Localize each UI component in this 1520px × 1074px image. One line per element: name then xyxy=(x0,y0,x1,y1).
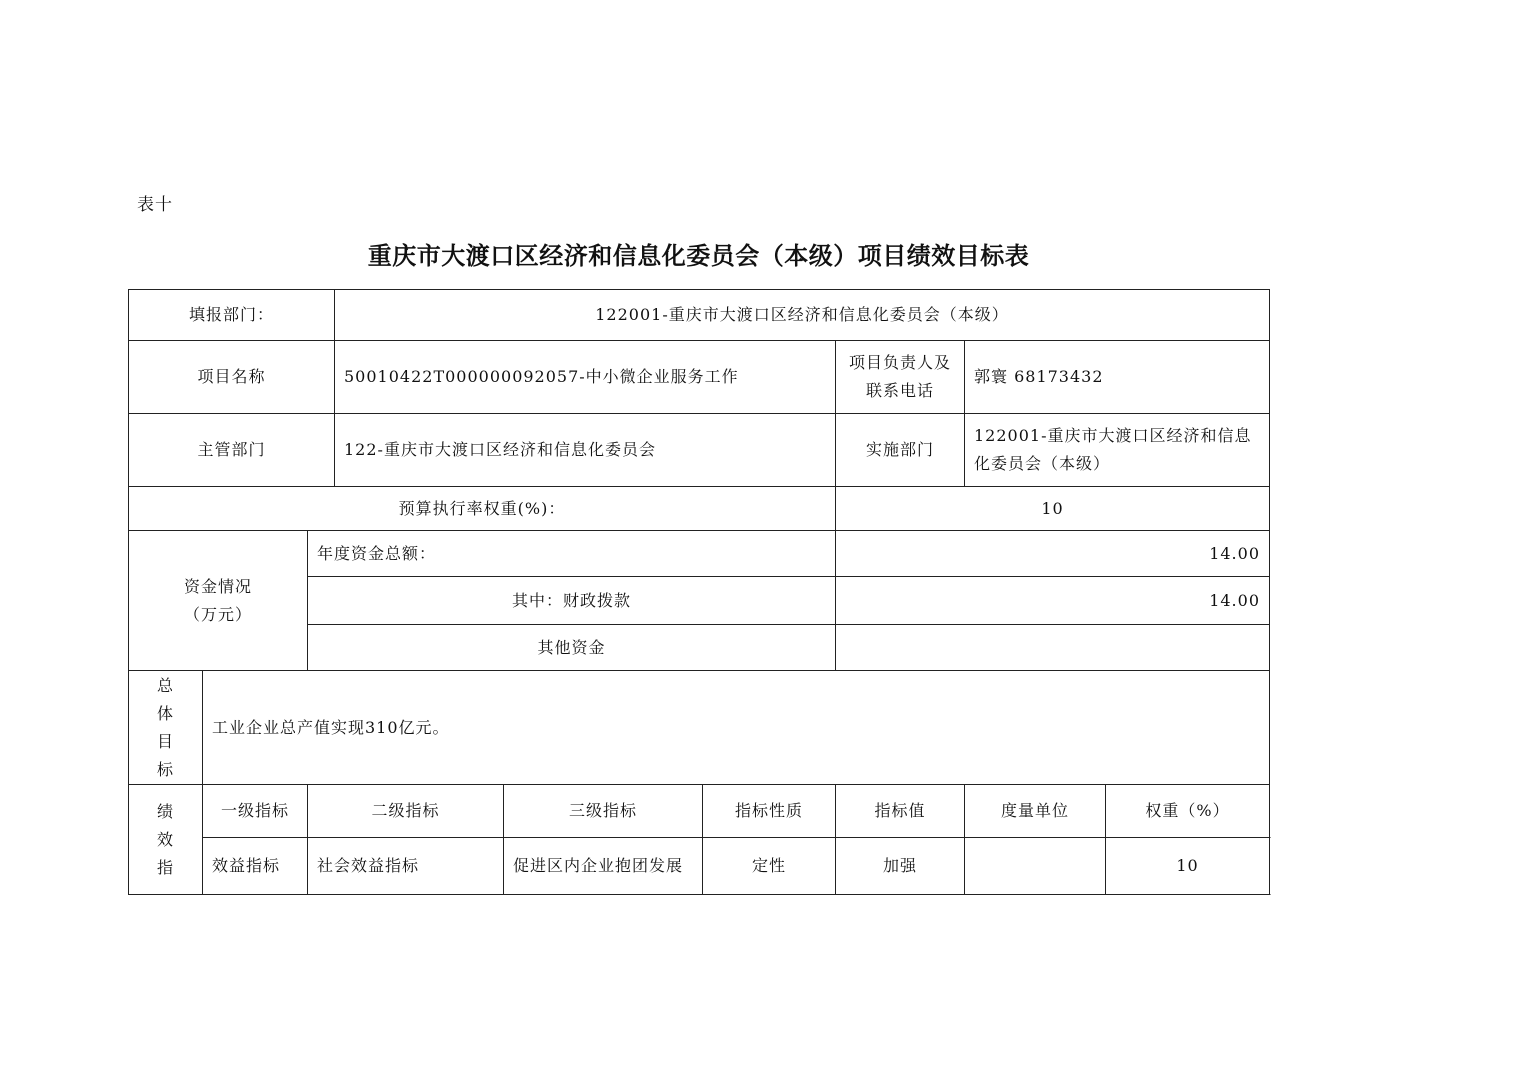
indicator-label-char: 绩 xyxy=(156,801,174,821)
overall-goal-label-char: 标 xyxy=(156,759,174,779)
indicator-level1: 效益指标 xyxy=(203,838,308,895)
header-level3: 三级指标 xyxy=(504,785,703,838)
funds-total-value: 14.00 xyxy=(836,531,1270,577)
header-value: 指标值 xyxy=(836,785,965,838)
table-row xyxy=(129,341,1270,414)
contact-label: 项目负责人及联系电话 xyxy=(836,341,965,414)
fill-dept-value: 122001-重庆市大渡口区经济和信息化委员会（本级） xyxy=(335,290,1270,341)
project-name-label: 项目名称 xyxy=(129,341,335,414)
header-weight: 权重（%） xyxy=(1106,785,1270,838)
table-row xyxy=(129,290,1270,341)
fill-dept-label: 填报部门： xyxy=(129,290,335,341)
header-level1: 一级指标 xyxy=(203,785,308,838)
table-row xyxy=(129,785,1270,838)
indicator-label-char: 指 xyxy=(156,857,174,877)
header-level2: 二级指标 xyxy=(308,785,504,838)
funds-other-value xyxy=(836,625,1270,671)
table-row xyxy=(129,671,1270,785)
funds-label xyxy=(129,531,308,671)
funds-label-line1: 资金情况 xyxy=(183,576,252,596)
supervisor-value: 122-重庆市大渡口区经济和信息化委员会 xyxy=(335,414,836,487)
table-row xyxy=(129,487,1270,531)
funds-label-line2: （万元） xyxy=(183,604,252,624)
header-nature: 指标性质 xyxy=(703,785,836,838)
funds-fiscal-value: 14.00 xyxy=(836,577,1270,625)
funds-total-label: 年度资金总额： xyxy=(308,531,836,577)
budget-weight-label: 预算执行率权重(%)： xyxy=(129,487,836,531)
table-number-label: 表十 xyxy=(137,195,173,215)
performance-goal-table xyxy=(128,289,1270,895)
overall-goal-label xyxy=(129,671,203,785)
indicator-nature: 定性 xyxy=(703,838,836,895)
supervisor-label: 主管部门 xyxy=(129,414,335,487)
funds-other-label: 其他资金 xyxy=(308,625,836,671)
indicator-unit xyxy=(965,838,1106,895)
funds-fiscal-label: 其中：财政拨款 xyxy=(308,577,836,625)
implementer-value: 122001-重庆市大渡口区经济和信息化委员会（本级） xyxy=(965,414,1270,487)
contact-value: 郭寰 68173432 xyxy=(965,341,1270,414)
table-row xyxy=(129,414,1270,487)
overall-goal-label-char: 体 xyxy=(156,703,174,723)
indicator-level2: 社会效益指标 xyxy=(308,838,504,895)
indicator-label-char: 效 xyxy=(156,829,174,849)
project-name-value: 50010422T000000092057-中小微企业服务工作 xyxy=(335,341,836,414)
header-unit: 度量单位 xyxy=(965,785,1106,838)
document-title: 重庆市大渡口区经济和信息化委员会（本级）项目绩效目标表 xyxy=(367,241,1030,270)
overall-goal-label-char: 总 xyxy=(156,675,174,695)
indicator-weight: 10 xyxy=(1106,838,1270,895)
table-row xyxy=(129,838,1270,895)
indicator-value: 加强 xyxy=(836,838,965,895)
indicator-label xyxy=(129,785,203,895)
overall-goal-text: 工业企业总产值实现310亿元。 xyxy=(203,671,1270,785)
table-row xyxy=(129,531,1270,577)
indicator-level3: 促进区内企业抱团发展 xyxy=(504,838,703,895)
implementer-label: 实施部门 xyxy=(836,414,965,487)
budget-weight-value: 10 xyxy=(836,487,1270,531)
overall-goal-label-char: 目 xyxy=(156,731,174,751)
